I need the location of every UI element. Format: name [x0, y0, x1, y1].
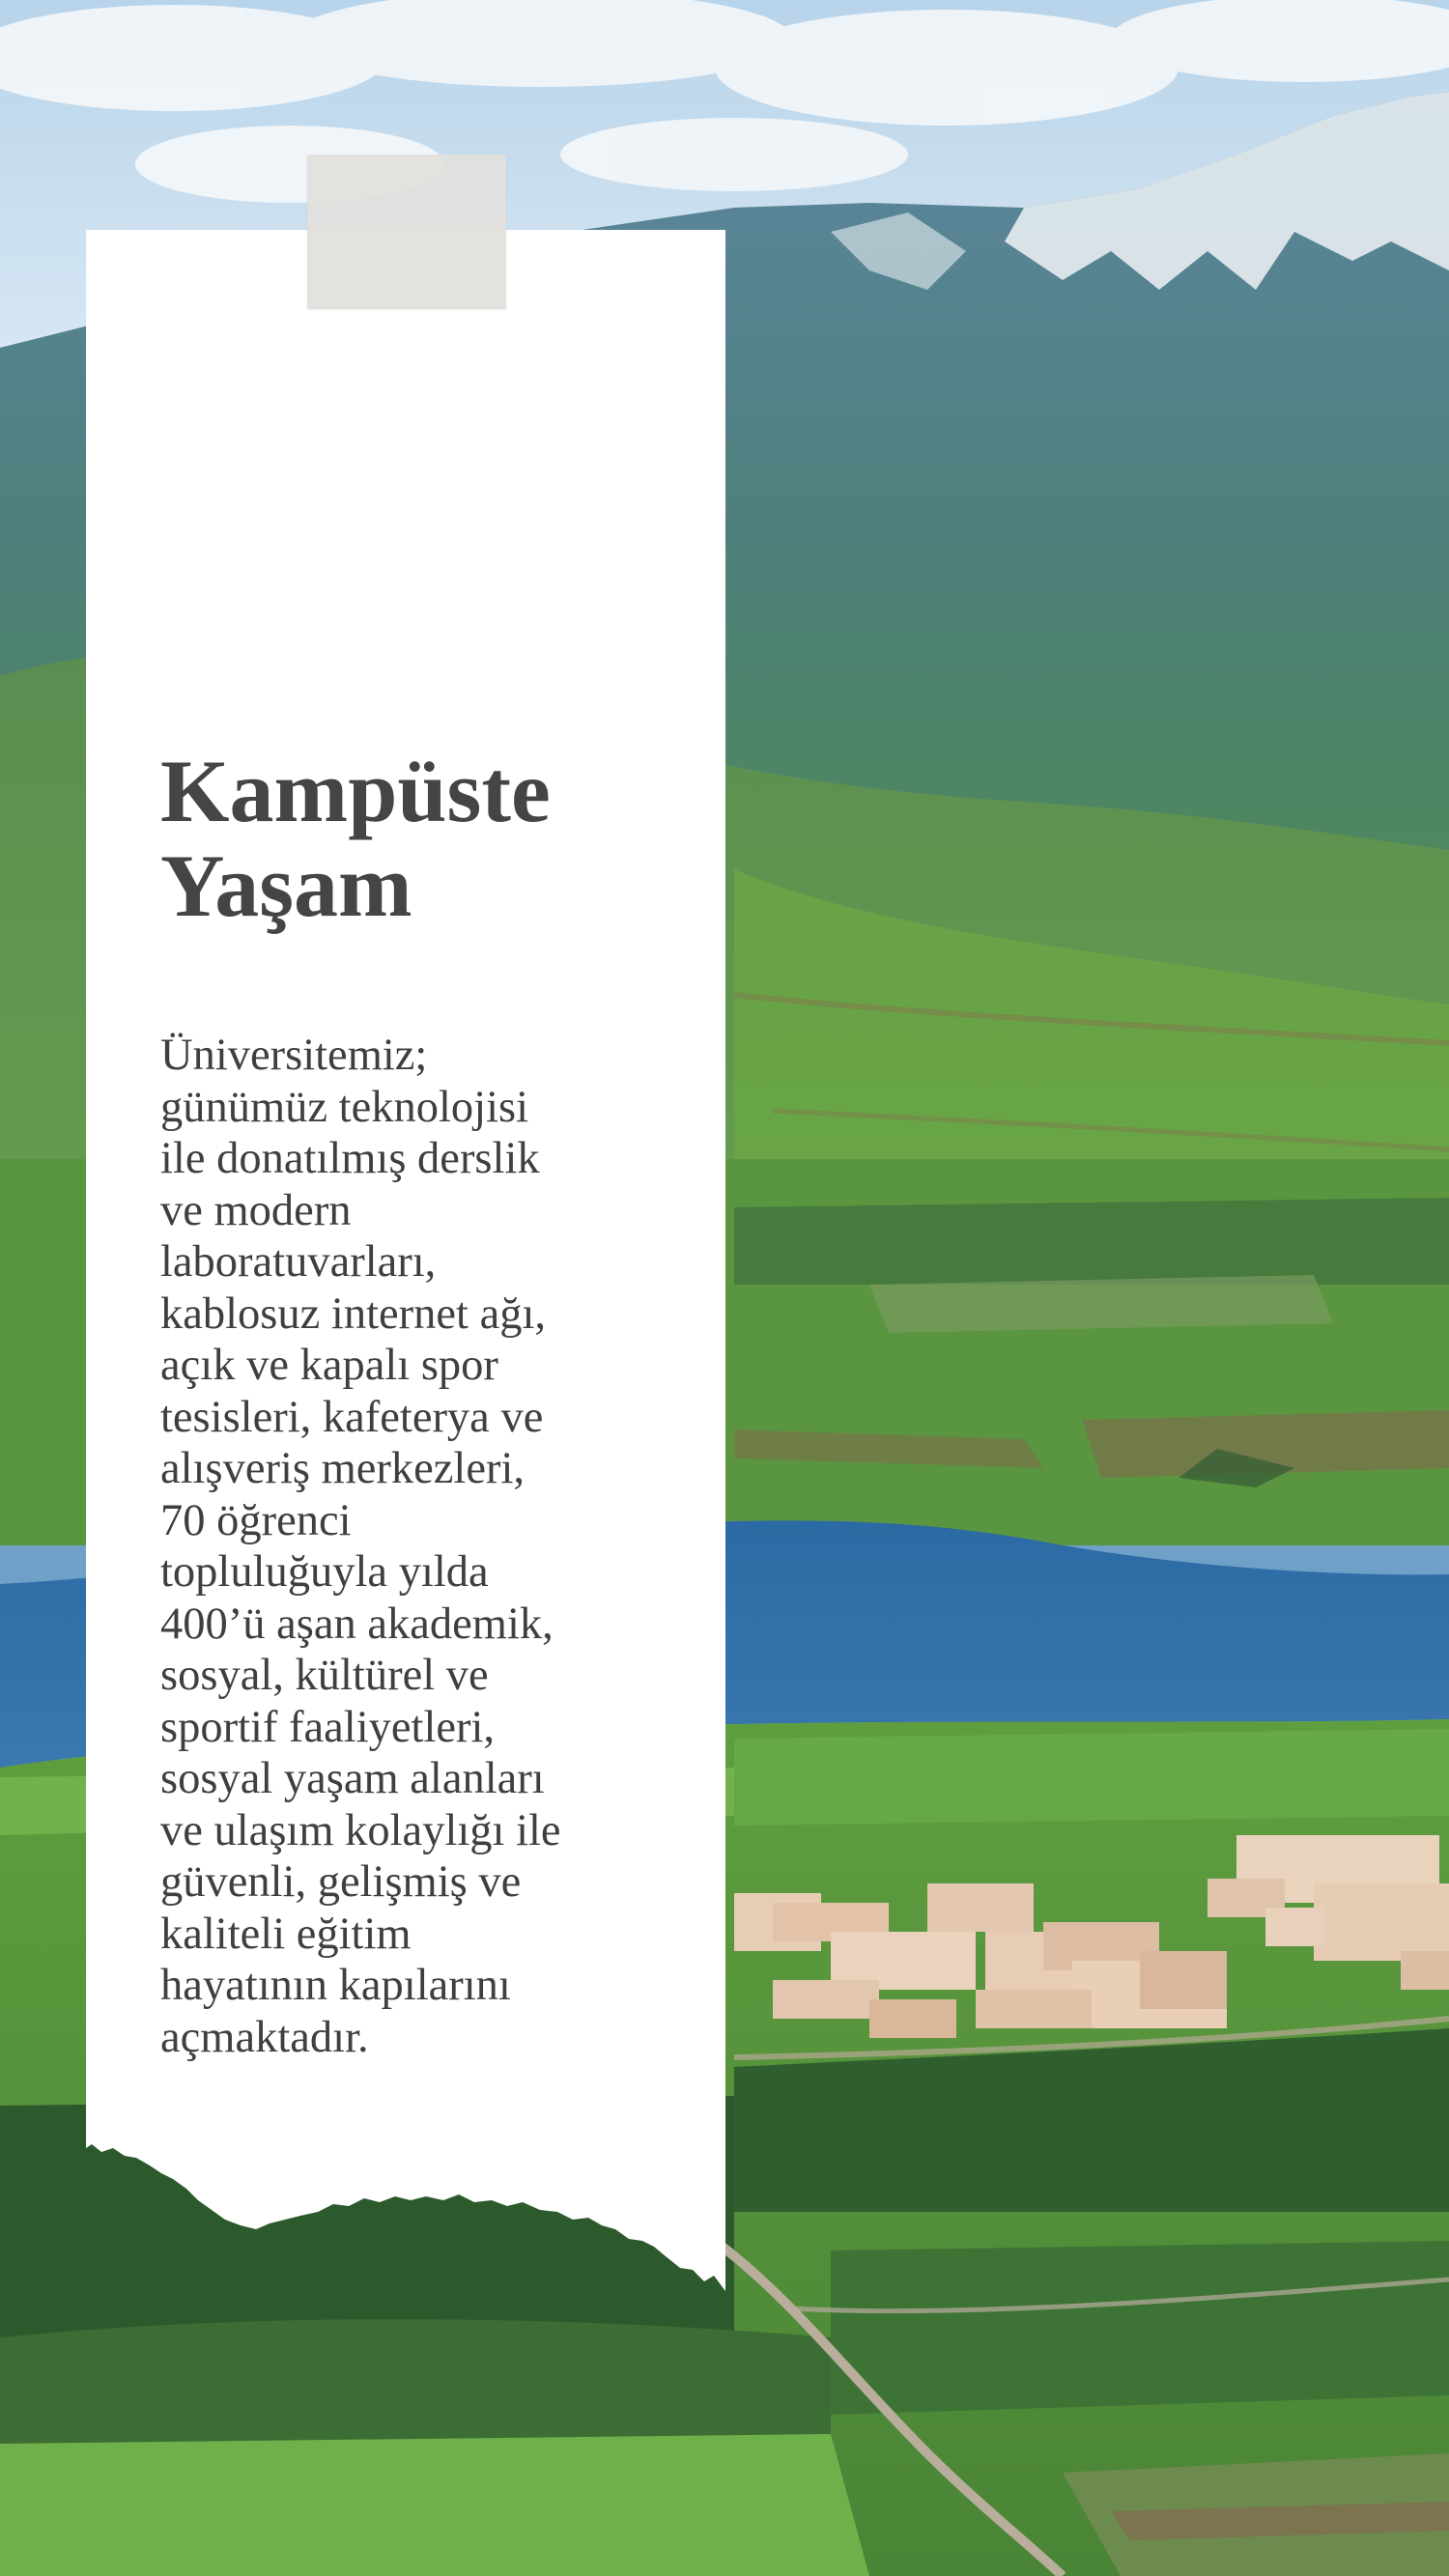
page-title	[160, 744, 701, 933]
body-line: topluluğuyla yılda	[160, 1547, 489, 1597]
body-line: hayatının kapılarını	[160, 1961, 511, 2010]
body-line: açmaktadır.	[160, 2012, 369, 2062]
body-line: sportif faaliyetleri,	[160, 1702, 496, 1752]
tape-strip	[307, 155, 506, 309]
title-line: Yaşam	[160, 836, 412, 935]
body-line: açık ve kapalı spor	[160, 1341, 498, 1390]
body-line: sosyal, kültürel ve	[160, 1651, 489, 1700]
body-line: 70 öğrenci	[160, 1495, 352, 1545]
body-paragraph	[160, 1030, 663, 2063]
body-line: güvenli, gelişmiş ve	[160, 1857, 522, 1907]
body-line: ile donatılmış derslik	[160, 1134, 540, 1183]
body-line: kablosuz internet ağı,	[160, 1288, 546, 1339]
body-line: alışveriş merkezleri,	[160, 1444, 525, 1493]
body-line: 400’ü aşan akademik,	[160, 1599, 554, 1649]
body-line: tesisleri, kafeterya ve	[160, 1392, 544, 1442]
body-line: ve modern	[160, 1185, 352, 1235]
body-line: kaliteli eğitim	[160, 1909, 412, 1959]
body-line: laboratuvarları,	[160, 1237, 437, 1287]
body-line: ve ulaşım kolaylığı ile	[160, 1805, 561, 1855]
body-line: Üniversitemiz;	[160, 1031, 428, 1080]
body-line: sosyal yaşam alanları	[160, 1754, 545, 1803]
body-line: günümüz teknolojisi	[160, 1082, 529, 1132]
title-line: Kampüste	[160, 742, 551, 840]
